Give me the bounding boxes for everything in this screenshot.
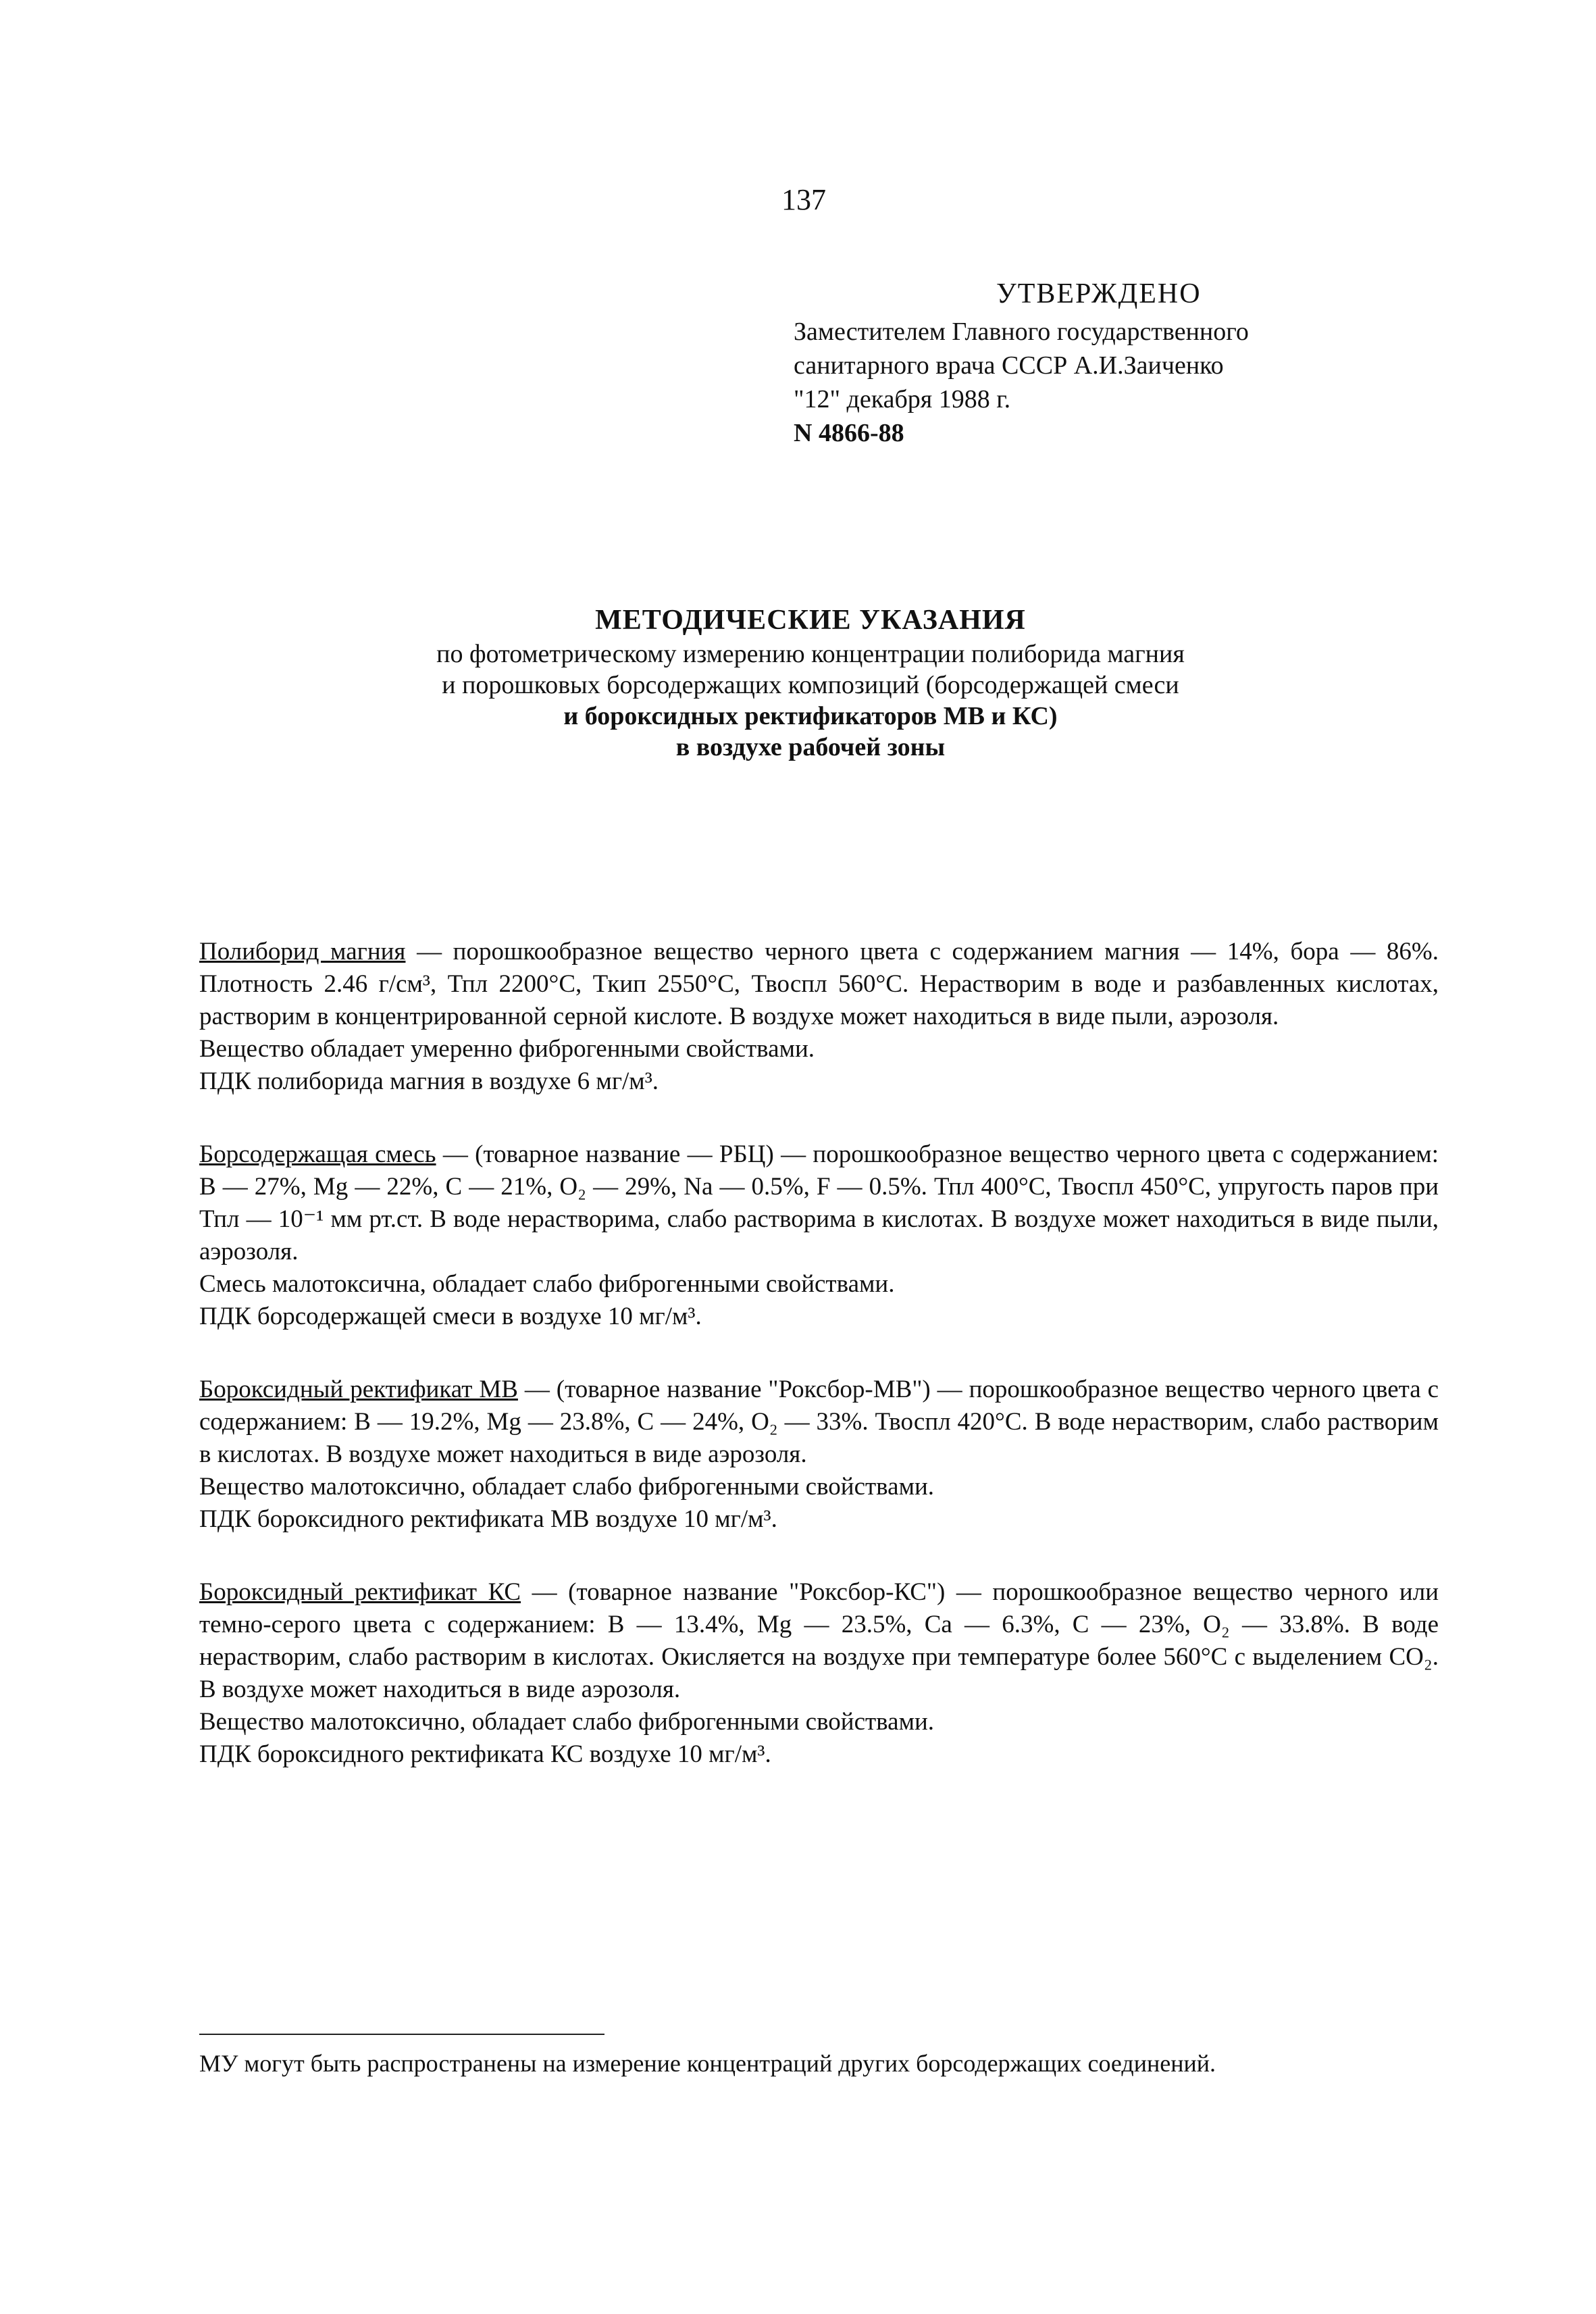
section-term: Бороксидный ректификат КС [199,1578,521,1606]
section-note: Смесь малотоксична, обладает слабо фиброгенными свойствами. [199,1270,895,1298]
section-note: Вещество малотоксично, обладает слабо фиброгенными свойствами. [199,1473,935,1501]
section-boron-mixture [199,1138,1439,1333]
section-text: — порошкообразное вещество черного цвета с содержанием магния — 14%, бора — 86%. Плотность 2.46 г/см³, Тпл 2200°С, Ткип 2550°С, Твоспл 560°С. Нерастворим в воде и разбавленных кислотах, растворим в концентрированной серной кислоте. В воздухе может находиться в виде пыли, аэрозоля. [199,938,1439,1030]
section-pdk: ПДК бороксидного ректификата МВ воздухе 10 мг/м³. [199,1505,777,1533]
page-number: 137 [781,183,826,216]
section-rectificate-ks [199,1576,1439,1771]
subtitle-line-2: и порошковых борсодержащих композиций (борсодержащей смеси [442,671,1179,699]
section-magnesium-poliboride [199,936,1439,1098]
section-term: Борсодержащая смесь [199,1140,436,1168]
section-text: — (товарное название — РБЦ) — порошкообразное вещество черного цвета с содержанием: В — 27%, Mg — 22%, С — 21%, O₂ — 29%, Na — 0.5%, F — 0.5%. Тпл 400°С, Твоспл 450°С, упругость паров при Тпл — 10⁻¹ мм рт.ст. В воде нерастворима, слабо растворима в кислотах. В воздухе может находиться в виде пыли, аэрозоля. [199,1140,1439,1265]
section-pdk: ПДК борсодержащей смеси в воздухе 10 мг/м³. [199,1303,702,1330]
section-pdk: ПДК полиборида магния в воздухе 6 мг/м³. [199,1067,659,1095]
section-paragraph [199,1138,1439,1268]
document-title: МЕТОДИЧЕСКИЕ УКАЗАНИЯ [595,605,1026,636]
approval-date: "12" декабря 1988 г. [794,385,1011,413]
section-text: — (товарное название "Роксбор-КС") — порошкообразное вещество черного или темно-серого цвета с содержанием: В — 13.4%, Mg — 23.5%, Са — 6.3%, С — 23%, O₂ — 33.8%. В воде нерастворим, слабо растворим в кислотах. Окисляется на воздухе при температуре более 560°С с выделением CO₂. В воздухе может находиться в виде аэрозоля. [199,1578,1439,1703]
section-paragraph [199,1576,1439,1706]
document-body [199,936,1439,1811]
section-paragraph [199,1374,1439,1471]
footnote-divider [199,2034,604,2035]
subtitle-line-4: в воздухе рабочей зоны [675,733,946,761]
approval-stamp [794,277,1401,450]
section-note: Вещество малотоксично, обладает слабо фиброгенными свойствами. [199,1708,935,1736]
approval-title: УТВЕРЖДЕНО [996,278,1202,309]
section-term: Полиборид магния [199,938,406,965]
section-pdk: ПДК бороксидного ректификата КС воздухе 10 мг/м³. [199,1740,771,1768]
approval-line-2: санитарного врача СССР А.И.Заиченко [794,351,1224,380]
footnote: МУ могут быть распространены на измерение концентраций других борсодержащих соединений. [199,2050,1216,2077]
subtitle-line-1: по фотометрическому измерению концентрации полиборида магния [436,640,1185,668]
document-header [203,605,1418,763]
section-paragraph [199,936,1439,1033]
section-term: Бороксидный ректификат МВ [199,1376,518,1403]
subtitle-line-3: и бороксидных ректификаторов МВ и КС) [563,702,1058,730]
section-text: — (товарное название "Роксбор-МВ") — порошкообразное вещество черного цвета с содержанием: В — 19.2%, Mg — 23.8%, С — 24%, O₂ — 33%. Твоспл 420°С. В воде нерастворим, слабо растворим в кислотах. В воздухе может находиться в виде аэрозоля. [199,1376,1439,1468]
approval-number: N 4866-88 [794,419,904,447]
section-note: Вещество обладает умеренно фиброгенными свойствами. [199,1035,815,1063]
section-rectificate-mv [199,1374,1439,1536]
approval-line-1: Заместителем Главного государственного [794,318,1249,346]
